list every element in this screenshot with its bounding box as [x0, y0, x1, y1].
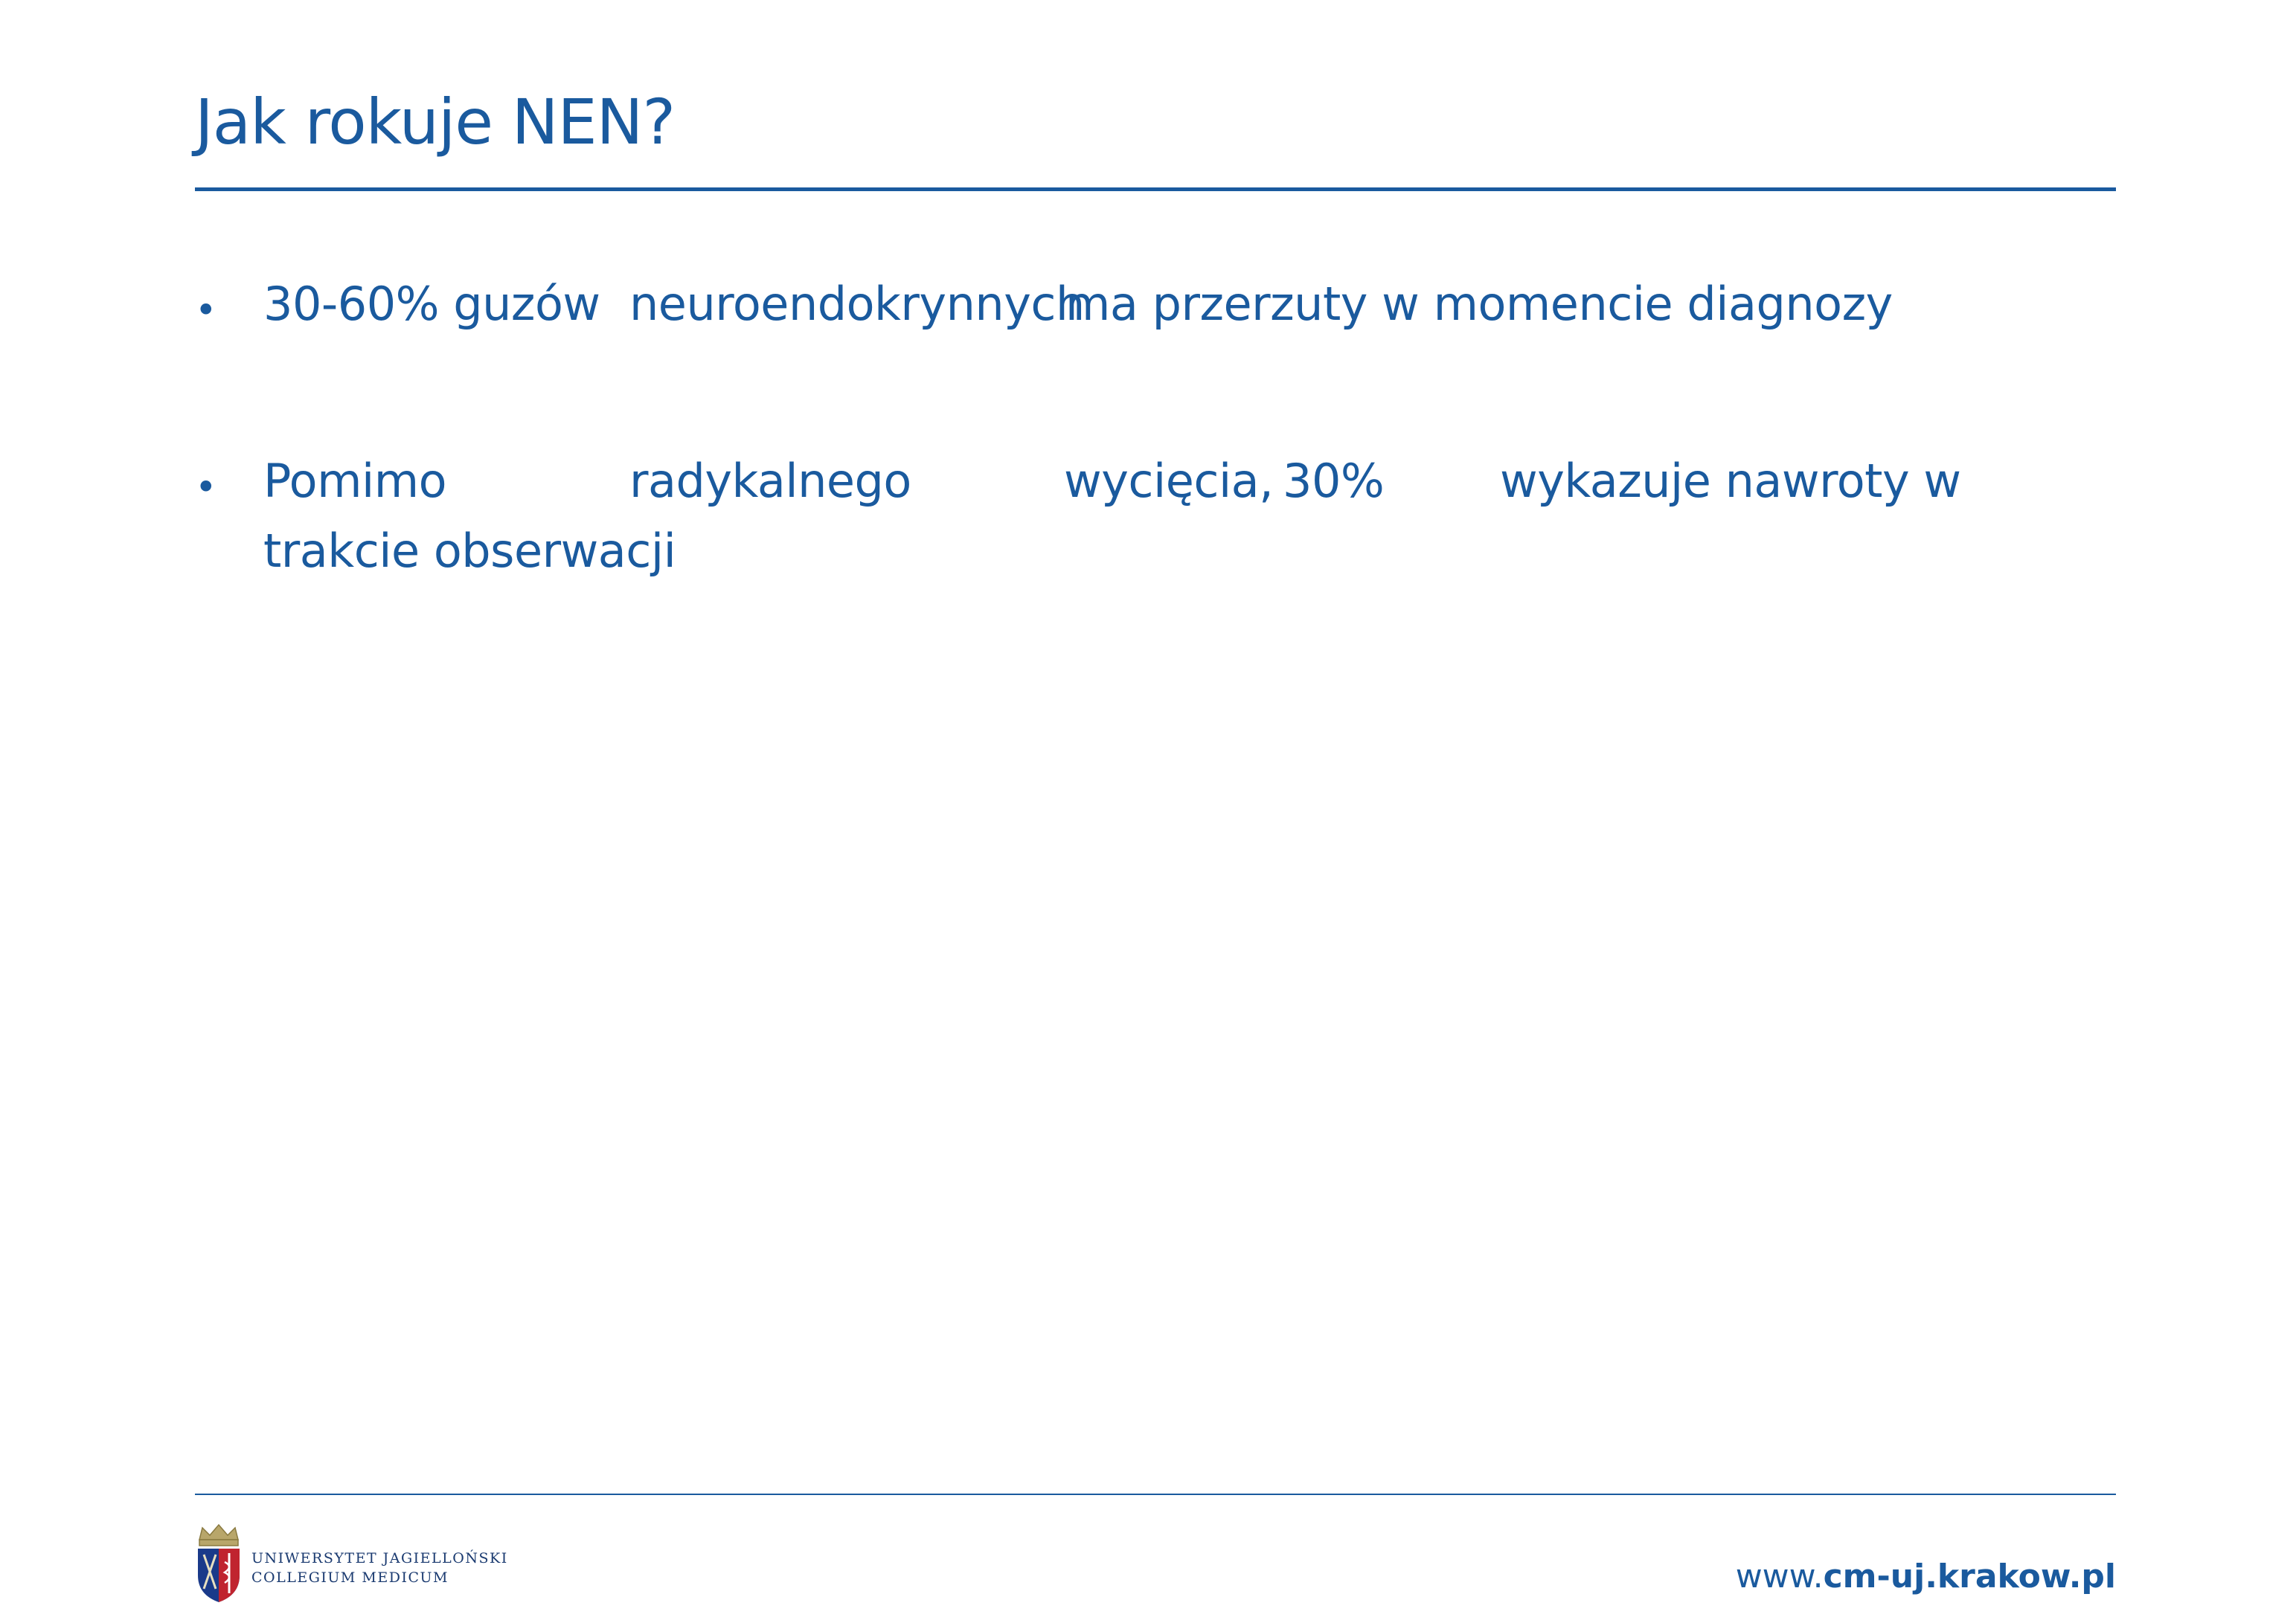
bullet-marker: •: [195, 466, 217, 509]
bullet-2-text-f: trakcie obserwacji: [263, 524, 676, 578]
bullet-marker: •: [195, 289, 217, 332]
bullet-1-text-a: 30-60% guzów: [263, 277, 600, 331]
bullet-2-text-d: 30%: [1283, 454, 1385, 508]
university-logo: [195, 1523, 508, 1605]
bullet-2-text-a: Pomimo: [263, 454, 447, 508]
crest-icon: [195, 1523, 243, 1604]
bullet-1-text-c: ma przerzuty w momencie diagnozy: [1065, 277, 1893, 331]
url-prefix: www.: [1735, 1558, 1824, 1595]
url-domain: cm-uj.krakow.pl: [1823, 1558, 2116, 1595]
title-divider: [195, 187, 2116, 191]
slide-title: Jak rokuje NEN?: [195, 86, 676, 158]
footer-url[interactable]: [1736, 1558, 2116, 1595]
bullet-2-text-e: wykazuje nawroty w: [1500, 454, 1961, 508]
bullet-2-text-b: radykalnego: [629, 454, 911, 508]
bullet-2-text-c: wycięcia,: [1064, 454, 1274, 508]
logo-line-2: COLLEGIUM MEDICUM: [251, 1569, 449, 1586]
logo-line-1: UNIWERSYTET JAGIELLOŃSKI: [251, 1550, 508, 1566]
footer-divider: [195, 1494, 2116, 1495]
bullet-1-text-b: neuroendokrynnych: [629, 277, 1085, 331]
